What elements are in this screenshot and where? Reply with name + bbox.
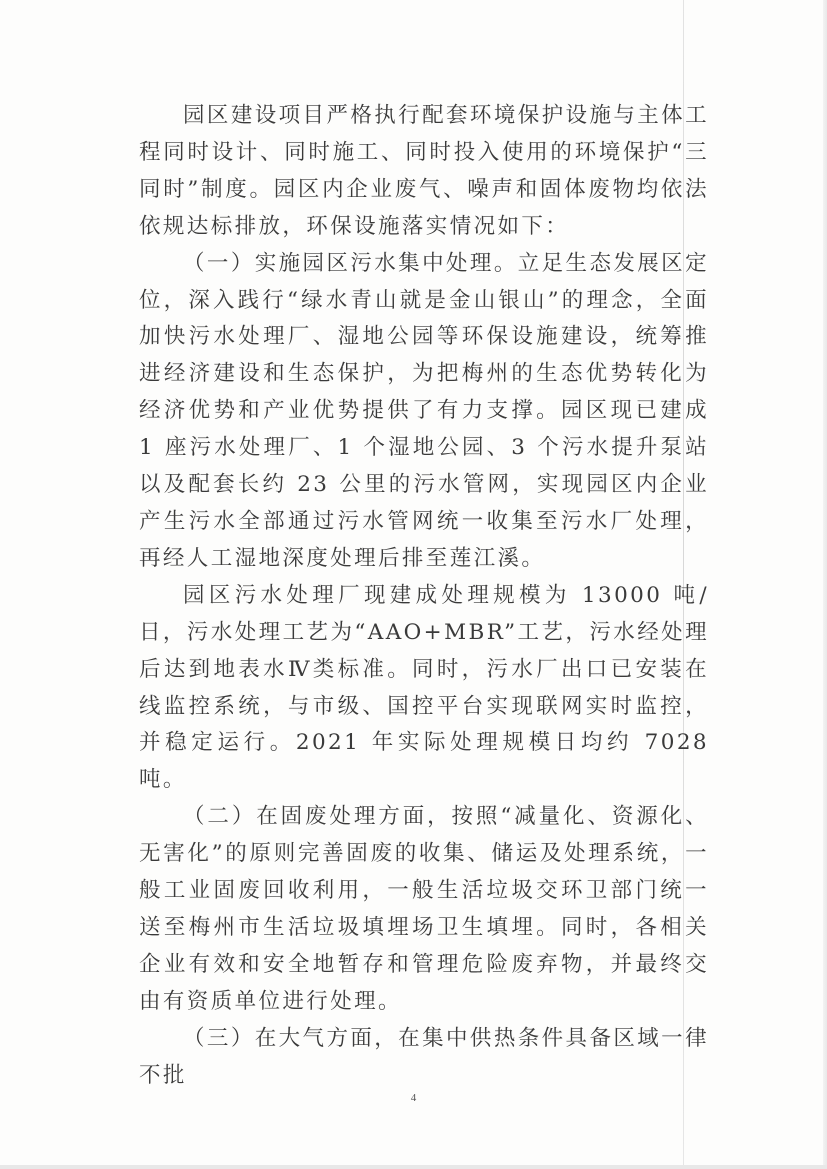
scan-edge-right [823, 0, 827, 1169]
page-number: 4 [410, 1092, 417, 1104]
paragraph-air: （三）在大气方面，在集中供热条件具备区域一律不批 [139, 1025, 709, 1088]
body-text [139, 98, 709, 1094]
paragraph-sewage-treatment: （一）实施园区污水集中处理。立足生态发展区定位，深入践行“绿水青山就是金山银山”的理念，全面加快污水处理厂、湿地公园等环保设施建设，统筹推进经济建设和生态保护，为把梅州的生态优势转化为经济优势和产业优势提供了有力支撑。园区现已建成 1 座污水处理厂、1 个湿地公园、3 个污水提升泵站以及配套长约 23 公里的污水管网，实现园区内企业产生污水全部通过污水管网统一收集至污水厂处理，再经人工湿地深度处理后排至莲江溪。 [139, 250, 709, 571]
scan-edge-bottom [0, 1165, 827, 1169]
paragraph-solid-waste: （二）在固废处理方面，按照“减量化、资源化、无害化”的原则完善固废的收集、储运及处理系统，一般工业固废回收利用，一般生活垃圾交环卫部门统一送至梅州市生活垃圾填埋场卫生填埋。同时，各相关企业有效和安全地暂存和管理危险废弃物，并最终交由有资质单位进行处理。 [139, 804, 709, 1014]
paragraph-sewage-plant: 园区污水处理厂现建成处理规模为 13000 吨/日，污水处理工艺为“AAO+MBR”工艺，污水经处理后达到地表水Ⅳ类标准。同时，污水厂出口已安装在线监控系统，与市级、国控平台实现联网实时监控，并稳定运行。2021 年实际处理规模日均约 7028 吨。 [139, 582, 709, 793]
paragraph-intro: 园区建设项目严格执行配套环境保护设施与主体工程同时设计、同时施工、同时投入使用的环境保护“三同时”制度。园区内企业废气、噪声和固体废物均依法依规达标排放，环保设施落实情况如下： [139, 103, 709, 239]
